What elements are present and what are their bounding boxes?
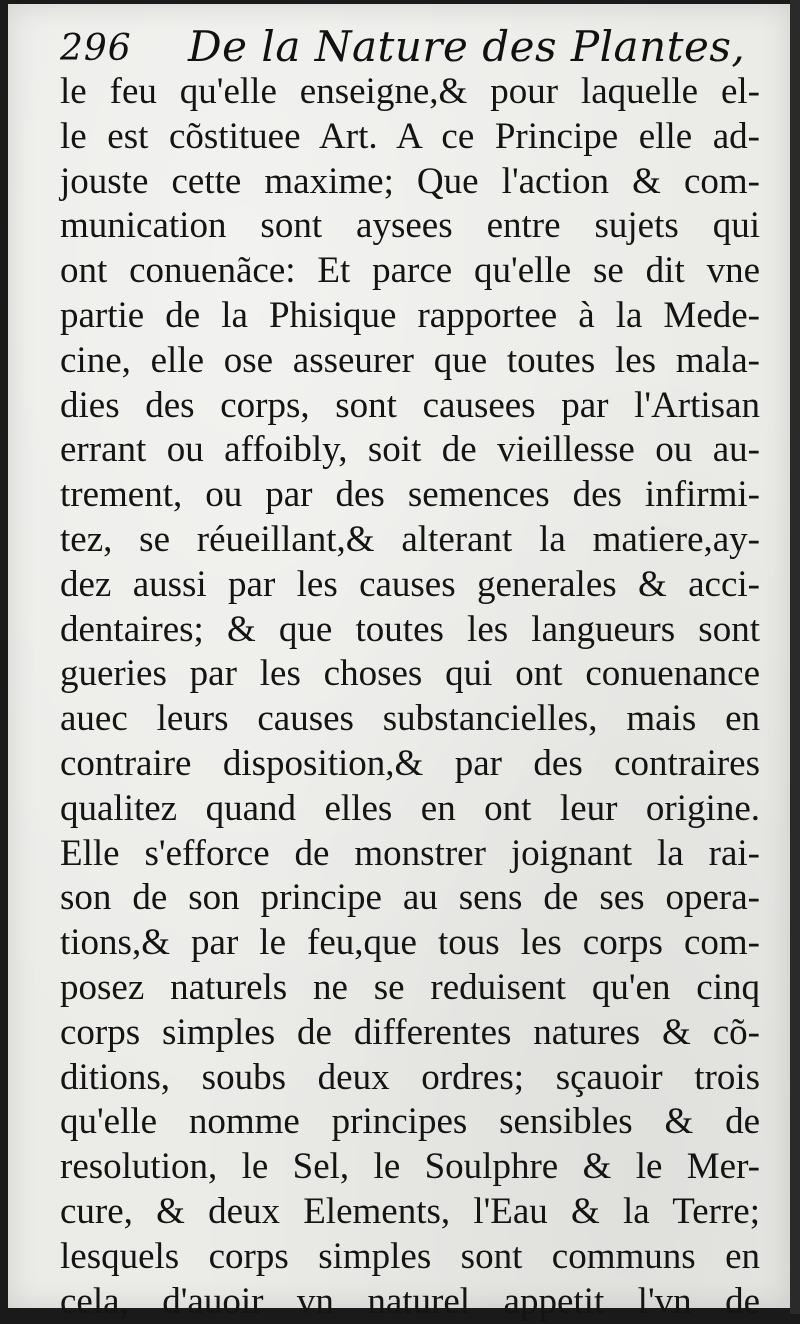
text-line: lesquels corps simples sont communs en <box>60 1235 760 1277</box>
page-number: 296 <box>60 28 132 69</box>
text-line: qualitez quand elles en ont leur origine. <box>60 787 760 829</box>
running-title: De la Nature des Plantes, <box>188 22 746 71</box>
text-line: munication sont aysees entre sujets qui <box>60 205 760 247</box>
text-line: dies des corps, sont causees par l'Artisan <box>60 384 760 426</box>
text-line: cure, & deux Elements, l'Eau & la Terre; <box>60 1190 760 1232</box>
page-edge-shadow <box>790 0 800 1314</box>
text-line: errant ou affoibly, soit de vieillesse ou au- <box>60 429 760 471</box>
text-line: resolution, le Sel, le Soulphre & le Mer- <box>60 1146 760 1188</box>
text-line: cine, elle ose asseurer que toutes les mala- <box>60 339 760 381</box>
text-line: son de son principe au sens de ses opera- <box>60 877 760 919</box>
text-line: qu'elle nomme principes sensibles & de <box>60 1101 760 1143</box>
text-line: le est cõstituee Art. A ce Principe elle ad- <box>60 115 760 157</box>
text-line: contraire disposition,& par des contraires <box>60 742 760 784</box>
text-line: dez aussi par les causes generales & acci- <box>60 563 760 605</box>
text-line: gueries par les choses qui ont conuenance <box>60 653 760 695</box>
text-line: corps simples de differentes natures & cõ- <box>60 1011 760 1053</box>
book-page <box>8 4 790 1322</box>
text-line: ditions, soubs deux ordres; sçauoir trois <box>60 1056 760 1098</box>
text-line: tions,& par le feu,que tous les corps com- <box>60 922 760 964</box>
text-line: posez naturels ne se reduisent qu'en cinq <box>60 966 760 1008</box>
text-line: trement, ou par des semences des infirmi- <box>60 474 760 516</box>
text-line: jouste cette maxime; Que l'action & com- <box>60 160 760 202</box>
body-text <box>60 70 760 1324</box>
text-line: le feu qu'elle enseigne,& pour laquelle el- <box>60 71 760 112</box>
text-line: partie de la Phisique rapportee à la Mede- <box>60 294 760 336</box>
text-line: Elle s'efforce de monstrer joignant la rai- <box>60 832 760 874</box>
text-line: cela, d'auoir vn naturel appetit l'vn de <box>60 1280 760 1322</box>
text-line: dentaires; & que toutes les langueurs sont <box>60 608 760 650</box>
text-line: tez, se réueillant,& alterant la matiere,ay- <box>60 518 760 560</box>
text-line: ont conuenãce: Et parce qu'elle se dit vne <box>60 250 760 292</box>
text-line: auec leurs causes substancielles, mais en <box>60 698 760 740</box>
